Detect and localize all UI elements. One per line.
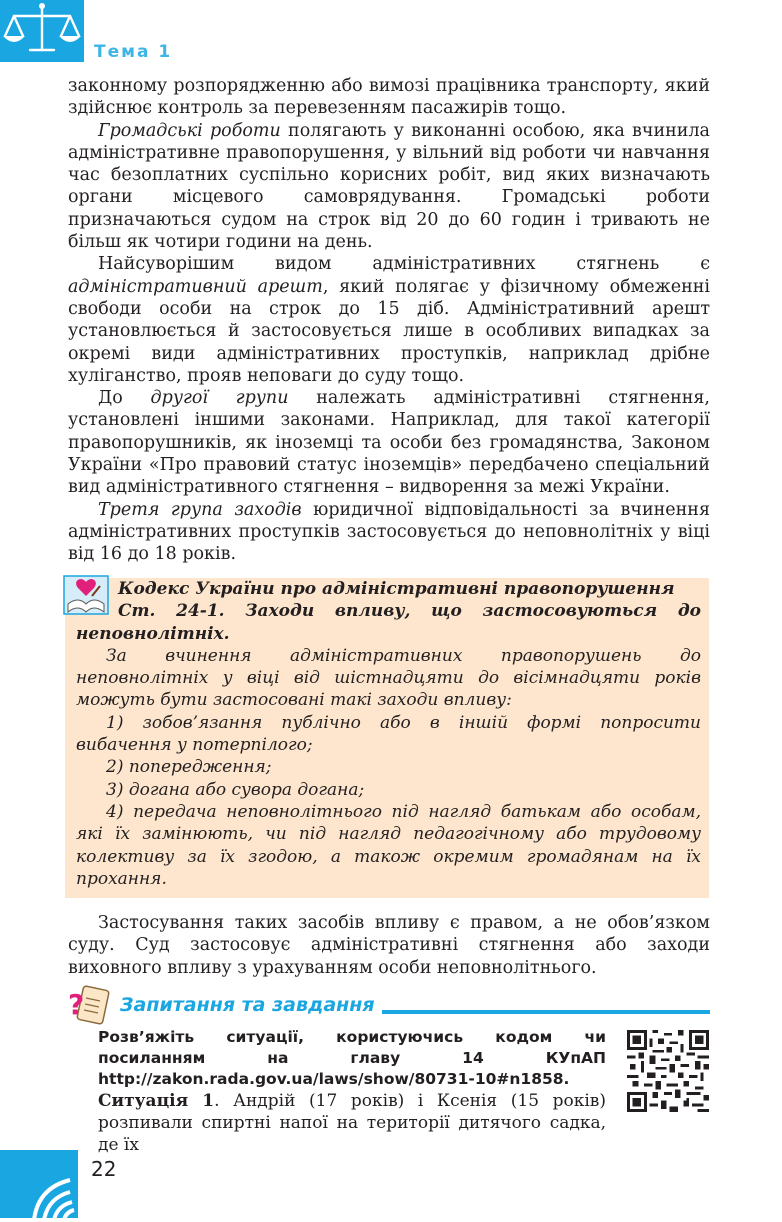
codex-item-4: 4) передача неповнолітнього під нагляд батькам або особам, які їх замінюють, чи під нагляд педагогічному або трудовому колективу за їх згодою, а також окремим громадянам на їх прохання. <box>76 801 701 889</box>
term-second-group: другої групи <box>150 388 289 409</box>
section-rule <box>382 1010 710 1014</box>
conclusion-text <box>68 912 710 979</box>
task-text: Розв’яжіть ситуації, користуючись кодом чи посиланням на главу 14 КУпАП http://zakon.rada.gov.ua/laws/show/80731-10#n1858. <box>98 1028 606 1088</box>
conclusion-paragraph: Застосування таких засобів впливу є правом, а не обов’язком суду. Суд застосовує адміністративні стягнення або заходи виховного впливу з урахуванням особи неповнолітнього. <box>68 913 710 978</box>
main-text <box>68 75 710 566</box>
qr-code-icon[interactable] <box>627 1030 709 1112</box>
paragraph-2-text: полягають у виконанні особою, яка вчинила адміністративне правопорушення, у вільний від роботи чи навчання час безоплатних суспільно корисних робіт, вид яких визначають органи місцевого самоврядування. Громадські роботи призначаються судом на строк від 20 до 60 годин і тривають не більш як чотири години на день. <box>68 120 710 253</box>
codex-title: Кодекс України про адміністративні правопорушення <box>118 579 675 599</box>
topic-label: Тема 1 <box>94 42 173 62</box>
paragraph-4-text: належать адміністративні стягнення, установлені іншими законами. Наприклад, для такої категорії правопорушників, як іноземці та особи без громадянства, Законом України «Про правовий статус іноземців» передбачено спеціальний вид адміністративного стягнення – видворення за межі України. <box>68 388 710 498</box>
page-corner <box>0 1150 78 1218</box>
codex-item-3: 3) догана або сувора догана; <box>106 779 365 800</box>
codex-article: Ст. 24-1. Заходи впливу, що застосовуються до неповнолітніх. <box>76 601 701 644</box>
paragraph-4 <box>68 387 710 498</box>
section-title: Запитання та завдання <box>120 994 375 1016</box>
codex-item-2: 2) попередження; <box>106 757 272 778</box>
paragraph-4-start: До <box>98 388 151 409</box>
svg-text:?: ? <box>68 988 85 1021</box>
codex-intro: За вчинення адміністративних правопорушень до неповнолітніх у віці від шістнадцяти до вісімнадцяти років можуть бути застосовані такі заходи впливу: <box>76 645 701 711</box>
paragraph-3 <box>68 253 710 387</box>
term-arrest: адміністративний арешт <box>68 276 323 297</box>
paragraph-3-text: , який полягає у фізичному обмеженні свободи особи на строк до 15 діб. Адміністративний арешт установлюється й застосовується лише в особливих випадках за окремі види адміністративних проступків, наприклад дрібне хуліганство, прояв неповаги до суду тощо. <box>68 276 710 386</box>
paragraph-3-start: Найсуворішим видом адміністративних стягнень є <box>98 254 710 275</box>
paragraph-5-text: юридичної відповідальності за вчинення адміністративних проступків застосовується до неповнолітніх у віці від 16 до 18 років. <box>68 499 710 565</box>
term-third-group: Третя група заходів <box>98 499 302 520</box>
situation-1 <box>98 1090 606 1156</box>
paragraph-5 <box>68 499 710 566</box>
paragraph-1: законному розпорядженню або вимозі працівника транспорту, який здійснює контроль за перевезенням пасажирів тощо. <box>68 76 710 119</box>
situation-text: . Андрій (17 років) і Ксенія (15 років) розпивали спиртні напої на території дитячого садка, де їх <box>98 1091 606 1155</box>
header-badge <box>0 0 84 62</box>
scales-icon <box>0 0 84 62</box>
page-number: 22 <box>91 1157 117 1181</box>
situation-label: Ситуація 1 <box>98 1091 215 1111</box>
codex-item-1: 1) зобов’язання публічно або в іншій формі попросити вибачення у потерпілого; <box>76 712 701 756</box>
question-scroll-icon <box>66 984 112 1026</box>
term-public-works: Громадські роботи <box>98 120 281 141</box>
paragraph-2 <box>68 120 710 254</box>
wave-arcs-icon <box>0 1150 78 1218</box>
codex-text <box>76 578 701 890</box>
